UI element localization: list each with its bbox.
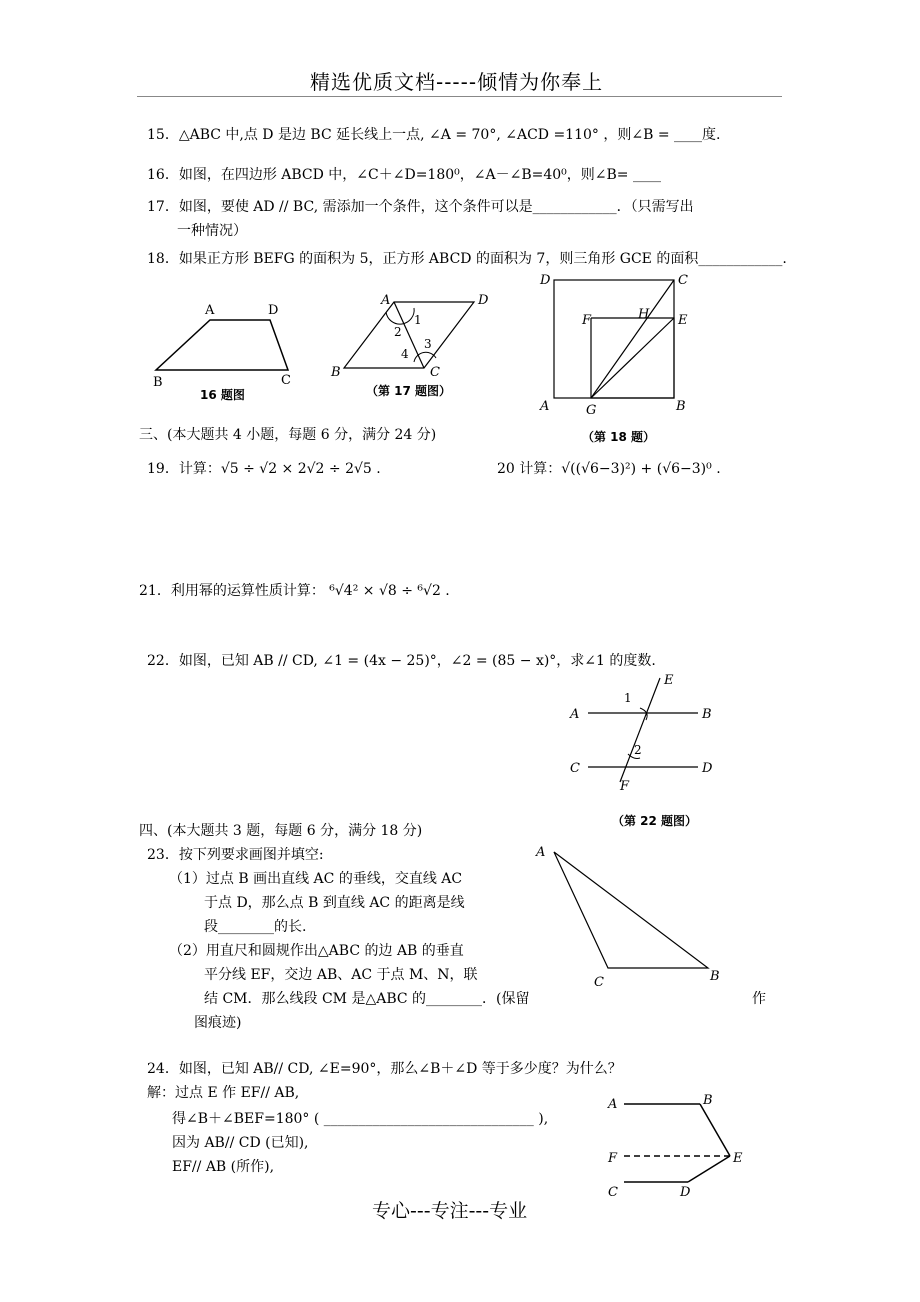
question-23-part2-line3: 结 CM．那么线段 CM 是△ABC 的________．(保留 [204, 991, 530, 1007]
question-23-part2-zuo: 作 [752, 991, 766, 1007]
question-23-part1-line3: 段________的长. [204, 919, 307, 935]
fig24-label-b: B [703, 1093, 713, 1108]
fig17-angle-3: 3 [424, 337, 432, 351]
fig17-angle-1: 1 [414, 313, 422, 327]
question-24-solution-1: 解：过点 E 作 EF// AB, [147, 1085, 300, 1101]
section-4-heading: 四、(本大题共 3 题，每题 6 分，满分 18 分) [139, 823, 423, 839]
question-18: 18．如果正方形 BEFG 的面积为 5，正方形 ABCD 的面积为 7，则三角形 GCE 的面积____________. [147, 251, 787, 267]
page-footer: 专心---专注---专业 [372, 1200, 528, 1222]
question-23-part2-line1: （2）用直尺和圆规作出△ABC 的边 AB 的垂直 [169, 943, 464, 959]
question-16: 16．如图，在四边形 ABCD 中，∠C＋∠D=180⁰，∠A－∠B=40⁰，则∠B= ____ [147, 167, 661, 183]
fig17-angle-4: 4 [401, 347, 409, 361]
fig23-label-b: B [710, 969, 720, 984]
fig18-label-c: C [678, 273, 688, 288]
question-24-solution-2: 得∠B＋∠BEF=180° ( ______________________________ ), [172, 1111, 549, 1127]
fig16-label-c: C [281, 373, 291, 388]
question-23-part2-line2: 平分线 EF，交边 AB、AC 于点 M、N，联 [204, 967, 478, 983]
fig24-label-f: F [608, 1151, 618, 1166]
fig18-label-b: B [676, 399, 686, 414]
fig23-label-a: A [536, 845, 546, 860]
figure-22 [560, 668, 730, 794]
fig18-label-f: F [582, 313, 592, 328]
fig17-label-d: D [478, 293, 489, 308]
fig22-caption: （第 22 题图） [612, 814, 698, 828]
fig17-caption: （第 17 题图） [366, 384, 452, 398]
question-21: 21．利用幂的运算性质计算： ⁶√4² × √8 ÷ ⁶√2 . [139, 583, 450, 599]
fig18-label-d: D [540, 273, 551, 288]
figure-18 [536, 270, 706, 418]
question-20: 20 计算：√((√6−3)²) + (√6−3)⁰ . [497, 461, 721, 477]
fig17-label-a: A [381, 293, 391, 308]
section-3-heading: 三、(本大题共 4 小题，每题 6 分，满分 24 分) [139, 427, 437, 443]
figure-17 [326, 290, 506, 386]
fig18-label-h: H [638, 307, 650, 322]
question-22: 22．如图，已知 AB // CD, ∠1 = (4x − 25)°，∠2 = (85 − x)°，求∠1 的度数. [147, 653, 656, 669]
figure-24 [596, 1086, 756, 1206]
fig22-angle-1: 1 [624, 691, 632, 705]
fig22-label-b: B [702, 707, 712, 722]
fig17-angle-2: 2 [394, 325, 402, 339]
fig18-caption: （第 18 题） [582, 430, 656, 444]
fig22-label-f: F [620, 779, 630, 794]
fig18-label-e: E [678, 313, 688, 328]
fig16-caption: 16 题图 [200, 388, 245, 402]
fig24-label-d: D [680, 1185, 691, 1200]
question-23-intro: 23．按下列要求画图并填空: [147, 847, 324, 863]
figure-23 [530, 840, 730, 990]
fig18-label-g: G [586, 403, 597, 418]
fig16-label-b: B [153, 375, 163, 390]
question-15: 15．△ABC 中,点 D 是边 BC 延长线上一点, ∠A = 70°, ∠ACD =110° ，则∠B = ____度. [147, 127, 721, 143]
fig17-label-c: C [430, 365, 440, 380]
fig16-label-d: D [268, 303, 279, 318]
question-17-line2: 一种情况） [177, 223, 247, 239]
fig22-label-a: A [570, 707, 580, 722]
fig18-label-a: A [540, 399, 550, 414]
page-header: 精选优质文档-----倾情为你奉上 [310, 70, 604, 94]
question-17-line1: 17．如图，要使 AD // BC, 需添加一个条件，这个条件可以是____________．（只需写出 [147, 199, 694, 215]
fig22-angle-2: 2 [634, 743, 642, 757]
fig23-label-c: C [594, 975, 604, 990]
fig16-label-a: A [205, 303, 215, 318]
question-23-part1-line1: （1）过点 B 画出直线 AC 的垂线，交直线 AC [169, 871, 463, 887]
question-24-solution-4: EF// AB (所作), [172, 1159, 275, 1175]
header-divider [137, 96, 782, 97]
fig24-label-e: E [733, 1151, 743, 1166]
question-24: 24．如图，已知 AB// CD, ∠E=90°，那么∠B＋∠D 等于多少度？为什么？ [147, 1061, 622, 1077]
fig22-label-e: E [664, 673, 674, 688]
question-19: 19．计算：√5 ÷ √2 × 2√2 ÷ 2√5 . [147, 461, 381, 477]
fig22-label-d: D [702, 761, 713, 776]
fig24-label-c: C [608, 1185, 618, 1200]
fig22-label-c: C [570, 761, 580, 776]
question-23-part1-line2: 于点 D，那么点 B 到直线 AC 的距离是线 [204, 895, 465, 911]
question-23-part2-line4: 图痕迹) [194, 1015, 242, 1031]
question-24-solution-3: 因为 AB// CD (已知), [172, 1135, 309, 1151]
fig17-label-b: B [331, 365, 341, 380]
fig24-label-a: A [608, 1097, 618, 1112]
